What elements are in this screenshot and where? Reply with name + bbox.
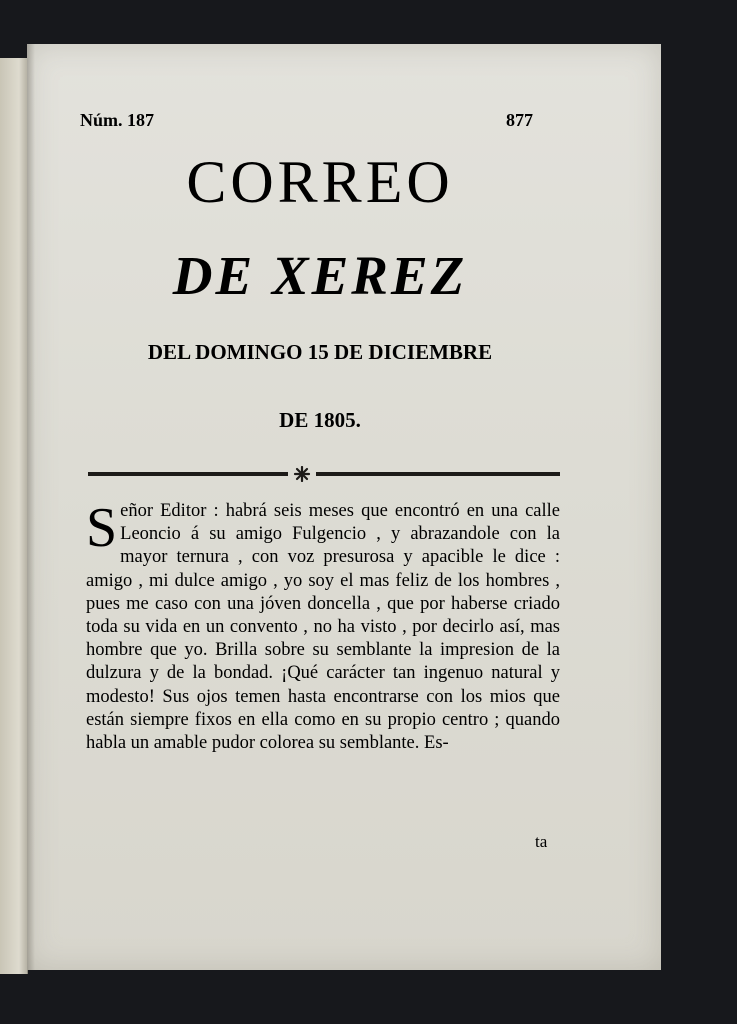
issue-number: Núm. 187 bbox=[80, 110, 155, 130]
article-text: eñor Editor : habrá seis meses que encontró en una calle Leoncio á su amigo Fulgencio , y abrazandole con la mayor ternura , con voz presurosa y apacible le dice : amigo , mi dulce amigo , yo soy el mas feliz de los hombres , pues me caso con una jóven doncella , que por haberse criado toda su vida en un convento , no ha visto , por decirlo así, mas hombre que yo. Brilla sobre su semblante la impresion de la dulzura y de la bondad. ¡Qué carácter tan ingenuo natural y modesto! Sus ojos temen hasta encontrarse con los mios que están siempre fixos en ella como en su propio centro ; quando habla un amable pudor colorea su semblante. Es- bbox=[86, 501, 560, 754]
ornamental-rule bbox=[88, 466, 560, 482]
article-body bbox=[86, 497, 560, 755]
date-line2: DE 1805. bbox=[279, 408, 361, 432]
adjacent-page-edge bbox=[0, 58, 28, 974]
drop-cap: S bbox=[86, 497, 118, 559]
catchword: ta bbox=[535, 832, 548, 851]
masthead-title-line2: DE XEREZ bbox=[172, 245, 468, 306]
masthead-title-line1: CORREO bbox=[186, 149, 454, 215]
asterisk-ornament-icon bbox=[295, 467, 309, 481]
page-gutter-shadow bbox=[27, 44, 35, 970]
page-number: 877 bbox=[506, 110, 533, 130]
date-line1: DEL DOMINGO 15 DE DICIEMBRE bbox=[147, 340, 493, 364]
